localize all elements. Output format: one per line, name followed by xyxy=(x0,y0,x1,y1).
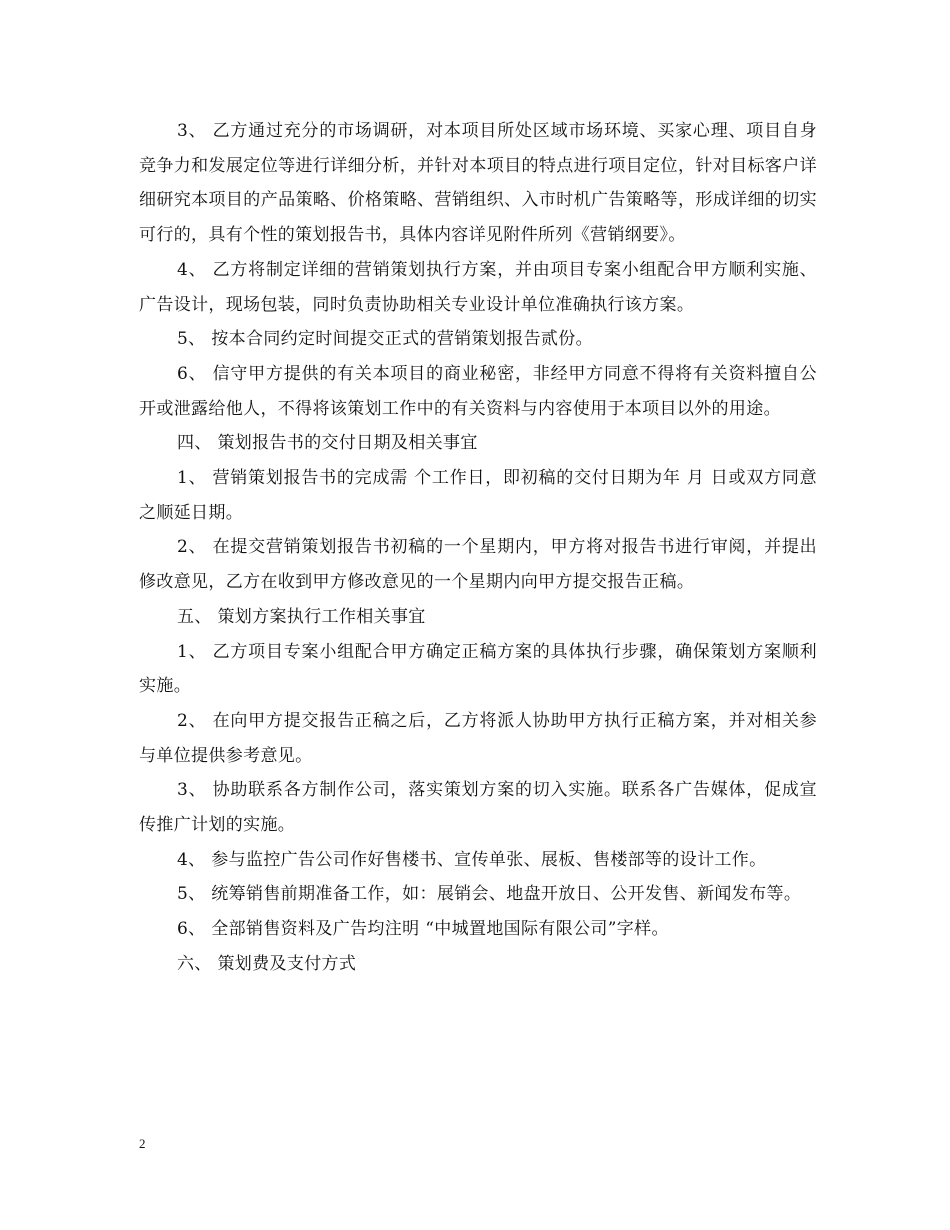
paragraph-delivery-1: 1、 营销策划报告书的完成需 个工作日，即初稿的交付日期为年 月 日或双方同意之顺延日期。 xyxy=(139,468,817,523)
paragraph-item-5: 5、 按本合同约定时间提交正式的营销策划报告贰份。 xyxy=(177,329,593,350)
paragraph-execution-6: 6、 全部销售资料及广告均注明 “中城置地国际有限公司”字样。 xyxy=(177,919,669,940)
paragraph-delivery-2: 2、 在提交营销策划报告书初稿的一个星期内，甲方将对报告书进行审阅，并提出修改意见，乙方在收到甲方修改意见的一个星期内向甲方提交报告正稿。 xyxy=(139,537,817,593)
section-heading-6: 六、 策划费及支付方式 xyxy=(177,953,357,974)
paragraph-item-3: 3、 乙方通过充分的市场调研，对本项目所处区域市场环境、买家心理、项目自身竞争力和发展定位等进行详细分析，并针对本项目的特点进行项目定位，针对目标客户详细研究本项目的产品策略、价格策略、营销组织、入市时机广告策略等，形成详细的切实可行的，具有个性的策划报告书，具体内容详见附件所列《营销纲要》。 xyxy=(139,121,817,246)
page-number: 2 xyxy=(139,1136,146,1151)
paragraph-item-4: 4、 乙方将制定详细的营销策划执行方案，并由项目专案小组配合甲方顺利实施、广告设计，现场包装，同时负责协助相关专业设计单位准确执行该方案。 xyxy=(139,259,817,315)
paragraph-item-6: 6、 信守甲方提供的有关本项目的商业秘密，非经甲方同意不得将有关资料擅自公开或泄露给他人，不得将该策划工作中的有关资料与内容使用于本项目以外的用途。 xyxy=(139,363,817,419)
section-heading-4: 四、 策划报告书的交付日期及相关事宜 xyxy=(177,433,478,454)
paragraph-execution-5: 5、 统筹销售前期准备工作，如：展销会、地盘开放日、公开发售、新闻发布等。 xyxy=(177,884,802,905)
paragraph-execution-1: 1、 乙方项目专案小组配合甲方确定正稿方案的具体执行步骤，确保策划方案顺利实施。 xyxy=(139,641,817,697)
paragraph-execution-3: 3、 协助联系各方制作公司，落实策划方案的切入实施。联系各广告媒体，促成宣传推广计划的实施。 xyxy=(139,780,817,836)
paragraph-execution-4: 4、 参与监控广告公司作好售楼书、宣传单张、展板、售楼部等的设计工作。 xyxy=(177,849,767,870)
paragraph-execution-2: 2、 在向甲方提交报告正稿之后，乙方将派人协助甲方执行正稿方案，并对相关参与单位提供参考意见。 xyxy=(139,710,817,766)
document-body xyxy=(139,114,817,982)
section-heading-5: 五、 策划方案执行工作相关事宜 xyxy=(177,606,426,627)
